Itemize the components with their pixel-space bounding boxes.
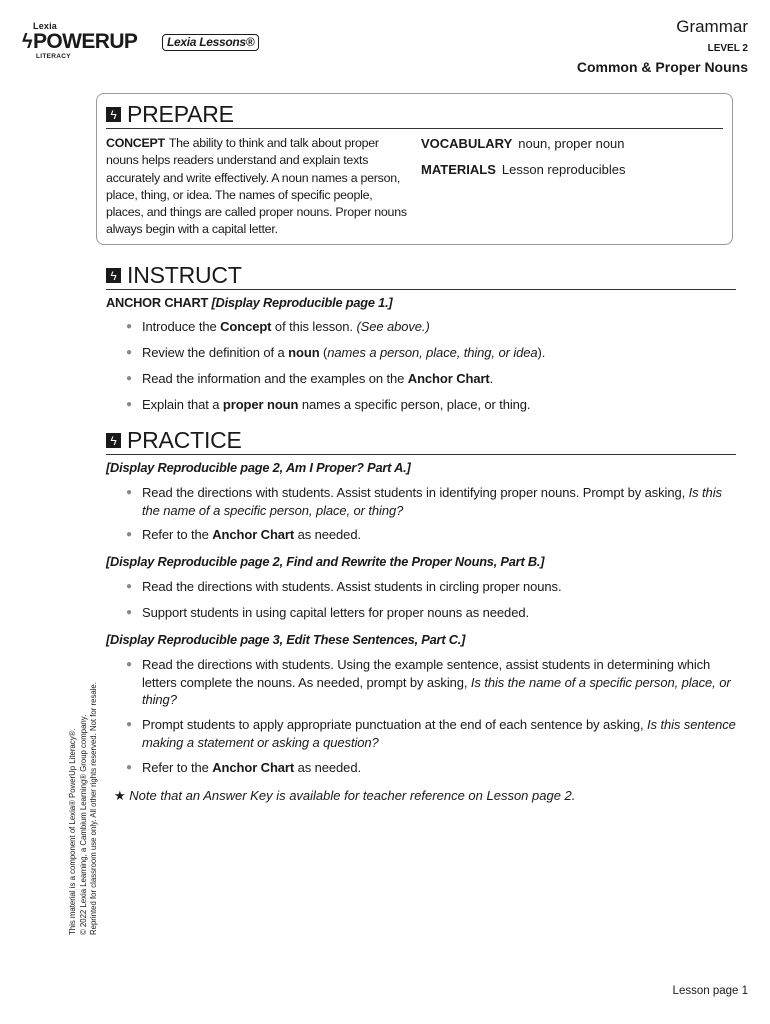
lightning-bolt-icon: ϟ (106, 433, 121, 448)
concept-text: The ability to think and talk about proper nouns helps readers understand and explain texts accurately and write effectively. A noun names a person, place, thing, or idea. The names of specific people, places, and things are called proper nouns. Proper nouns always begin with a capital letter. (106, 136, 407, 237)
list-item: ● Explain that a proper noun names a specific person, place, or thing. (126, 397, 531, 412)
list-item: ● Refer to the Anchor Chart as needed. (126, 760, 361, 775)
lightning-bolt-icon: ϟ (106, 107, 121, 122)
prepare-heading (106, 101, 723, 129)
part-a-subhead: [Display Reproducible page 2, Am I Proper? Part A.] (106, 460, 411, 475)
anchor-chart-label: ANCHOR CHART (106, 295, 209, 310)
materials-line (421, 161, 625, 178)
materials-text: Lesson reproducibles (501, 162, 626, 177)
lightning-bolt-icon: ϟ (22, 30, 32, 53)
list-item: ● Support students in using capital letters for proper nouns as needed. (126, 605, 529, 620)
instruct-heading-text: INSTRUCT (127, 262, 242, 288)
page-number: Lesson page 1 (672, 985, 748, 997)
practice-heading-text: PRACTICE (127, 427, 242, 453)
lexia-lessons-badge: Lexia Lessons® (162, 34, 259, 51)
practice-heading (106, 427, 736, 455)
list-item: ● Read the directions with students. Assist students in identifying proper nouns. Prompt by asking, Is this the name of a specific person, place, or thing? (126, 485, 722, 518)
brand-name: POWERUP (33, 30, 138, 53)
vocabulary-line (421, 135, 625, 152)
vocabulary-label: VOCABULARY (421, 136, 513, 151)
copyright-line-2: © 2022 Lexia Learning, a Cambium Learning® Group company. (78, 714, 88, 935)
copyright-line-3: Reprinted for classroom use only. All other rights reserved. Not for resale. (89, 682, 98, 935)
list-item: ● Read the directions with students. Using the example sentence, assist students in determining which letters complete the nouns. As needed, prompt by asking, Is this the name of a specific person, place, or thing? (126, 657, 731, 707)
concept-label: CONCEPT (106, 136, 165, 150)
copyright-line-1: This material is a component of Lexia® PowerUp Literacy®. (68, 728, 77, 935)
answer-key-note: ★ Note that an Answer Key is available for teacher reference on Lesson page 2. (114, 788, 576, 803)
level-label: LEVEL 2 (707, 43, 748, 54)
subject-title: Grammar (676, 17, 748, 36)
brand-logo (22, 30, 137, 54)
part-b-subhead: [Display Reproducible page 2, Find and Rewrite the Proper Nouns, Part B.] (106, 554, 545, 569)
concept-paragraph (106, 135, 411, 239)
list-item: ● Read the information and the examples on the Anchor Chart. (126, 371, 494, 386)
lesson-title: Common & Proper Nouns (576, 59, 748, 75)
part-c-subhead: [Display Reproducible page 3, Edit These Sentences, Part C.] (106, 632, 466, 647)
list-item: ● Prompt students to apply appropriate punctuation at the end of each sentence by asking, Is this sentence making a statement or asking a question? (126, 717, 736, 750)
anchor-chart-instruction: [Display Reproducible page 1.] (211, 295, 393, 310)
list-item: ● Refer to the Anchor Chart as needed. (126, 527, 361, 542)
copyright-notice (68, 625, 100, 935)
prepare-heading-text: PREPARE (127, 101, 234, 127)
vocabulary-text: noun, proper noun (518, 136, 625, 151)
list-item: ● Introduce the Concept of this lesson. (See above.) (126, 319, 430, 334)
anchor-chart-subhead (106, 294, 393, 311)
lightning-bolt-icon: ϟ (106, 268, 121, 283)
instruct-heading (106, 262, 736, 290)
materials-label: MATERIALS (421, 162, 496, 177)
brand-lexia: Lexia (33, 21, 58, 31)
brand-subtitle: LITERACY (36, 53, 71, 60)
list-item: ● Review the definition of a noun (names a person, place, thing, or idea). (126, 345, 546, 360)
list-item: ● Read the directions with students. Assist students in circling proper nouns. (126, 579, 562, 594)
